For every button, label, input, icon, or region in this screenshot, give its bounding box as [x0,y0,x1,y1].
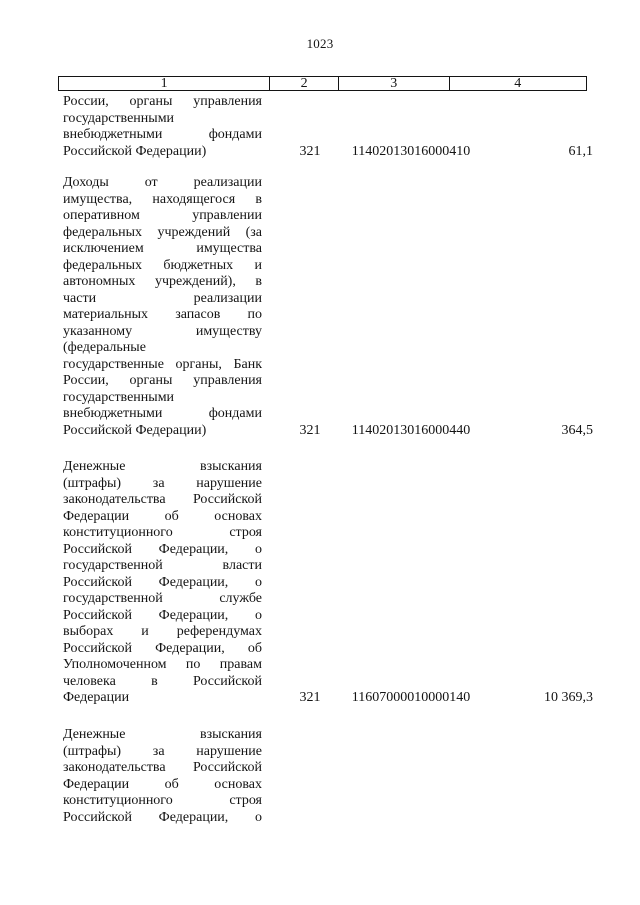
description-line: (федеральные [63,340,146,355]
row-amount: 61,1 [568,143,593,159]
description-line: выборах и референдумах [63,624,262,639]
header-cell-col2: 2 [269,77,338,90]
description-line: Федерации об основах [63,776,262,792]
row-description [63,94,262,160]
row-code-col2: 321 [299,690,321,705]
description-line: имущества, находящегося в [63,191,262,207]
table-header-row [58,76,587,91]
description-line: законодательства Российской [63,760,262,775]
description-line: автономных учреждений), в [63,274,262,289]
row-code-col3: 11402013016000440 [351,422,471,438]
row-description [63,727,262,826]
description-line: (штрафы) за нарушение [63,743,262,759]
description-line: Российской Федерации, об [63,640,262,656]
description-line: Российской Федерации, о [63,607,262,623]
description-line: государственными [63,110,175,126]
row-code-col3: 11402013016000410 [351,143,471,159]
description-line: государственной власти [63,558,262,573]
description-line: внебюджетными фондами [63,127,262,142]
description-line: (штрафы) за нарушение [63,475,262,491]
description-line: Федерации об основах [63,508,262,524]
description-line: оперативном управлении [63,208,262,223]
description-line: Российской Федерации) [63,422,207,438]
description-line: России, органы управления [63,94,262,109]
description-line: государственные органы, Банк [63,356,262,372]
header-cell-col3: 3 [338,77,449,90]
description-line: указанному имуществу [63,323,262,339]
description-line: Российской Федерации) [63,143,207,159]
description-line: законодательства Российской [63,492,262,507]
header-cell-col1: 1 [160,76,168,91]
description-line: материальных запасов по [63,307,262,322]
description-line: федеральных бюджетных и [63,257,262,273]
description-line: Российской Федерации, о [63,574,262,590]
description-line: Федерации [63,690,130,705]
description-line: конституционного строя [63,525,262,540]
row-code-col2: 321 [299,422,321,438]
row-description [63,459,262,707]
description-line: исключением имущества [63,241,262,256]
description-line: Денежные взыскания [63,727,262,742]
row-code-col2: 321 [299,143,321,159]
description-line: Российской Федерации, о [63,541,262,557]
description-line: внебюджетными фондами [63,406,262,421]
description-line: федеральных учреждений (за [63,224,262,240]
description-line: Российской Федерации, о [63,809,262,825]
description-line: Уполномоченном по правам [63,657,262,672]
row-amount: 10 369,3 [544,690,593,705]
header-cell-col4: 4 [449,77,586,90]
description-line: России, органы управления [63,373,262,388]
description-line: Денежные взыскания [63,459,262,474]
description-line: государственной службе [63,591,262,606]
row-code-col3: 11607000010000140 [351,690,471,705]
description-line: конституционного строя [63,793,262,808]
description-line: Доходы от реализации [63,175,262,190]
row-description [63,175,262,439]
row-amount: 364,5 [561,422,593,438]
description-line: человека в Российской [63,673,262,689]
description-line: части реализации [63,290,262,306]
description-line: государственными [63,389,175,405]
page-number: 1023 [306,36,334,51]
